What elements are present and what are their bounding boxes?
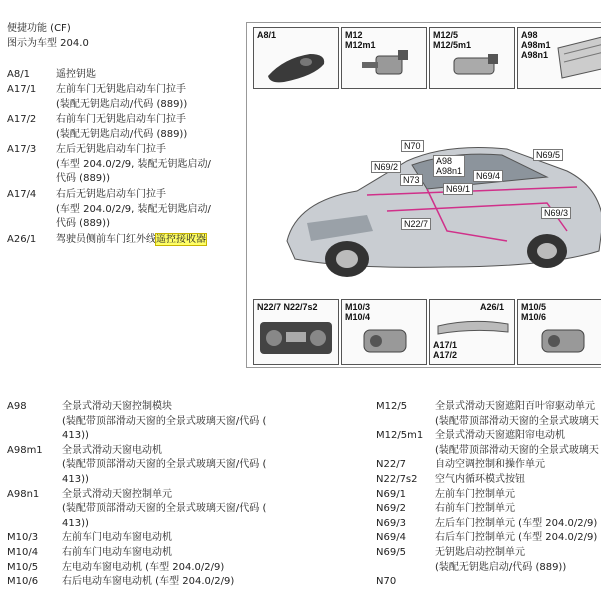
- legend-desc: 空气内循环模式按钮: [435, 474, 525, 485]
- legend-desc: 右后车门控制单元 (车型 204.0/2/9): [435, 532, 598, 544]
- legend-desc: 右前车门控制单元: [435, 503, 515, 515]
- legend-desc: 左前车门无钥匙启动车门拉手: [56, 84, 186, 95]
- component-box-m10-3: [341, 299, 427, 365]
- legend-code: M10/5: [7, 561, 39, 573]
- highlighted-term: 遥控接收器: [156, 234, 206, 245]
- callout-n69-2: N69/2: [371, 161, 401, 173]
- window-motor-icon: [342, 300, 426, 364]
- legend-desc: 代码 (889)): [56, 218, 110, 229]
- box-label: M10/3 M10/4: [345, 302, 371, 322]
- legend-code: M10/6: [7, 576, 39, 588]
- legend-desc: 遥控钥匙: [56, 69, 96, 80]
- callout-n73: N73: [400, 174, 423, 186]
- box-label: A98 A98m1 A98n1: [521, 30, 551, 60]
- legend-desc: 代码 (889)): [56, 173, 110, 184]
- box-label: N22/7 N22/7s2: [257, 302, 318, 312]
- component-box-a26-1: [429, 299, 515, 365]
- drive-unit-icon: [430, 28, 514, 88]
- legend-code: A98m1: [7, 444, 43, 456]
- legend-desc: 全景式滑动天窗遮阳百叶帘驱动单元: [435, 401, 595, 412]
- legend-code: N22/7: [376, 459, 406, 471]
- legend-code: A17/1: [7, 84, 37, 95]
- legend-code: M10/4: [7, 547, 39, 558]
- legend-desc: 右前车门无钥匙启动车门拉手: [56, 114, 186, 125]
- legend-desc: 左电动车窗电动机 (车型 204.0/2/9): [62, 561, 225, 573]
- legend-desc: (车型 204.0/2/9, 装配无钥匙启动/: [56, 203, 211, 215]
- legend-code: M12/5m1: [376, 430, 424, 442]
- legend-desc: (装配无钥匙启动/代码 (889)): [56, 98, 188, 110]
- callout-n69-1: N69/1: [443, 183, 473, 195]
- callout-n69-5: N69/5: [533, 149, 563, 161]
- legend-code: N69/1: [376, 488, 406, 500]
- legend-desc: 右前车门电动车窗电动机: [62, 547, 172, 558]
- door-handle-icon: [430, 300, 514, 364]
- legend-desc: 全景式滑动天窗控制模块: [62, 401, 172, 412]
- callout-n69-3: N69/3: [541, 207, 571, 219]
- legend-desc: 左后车门控制单元 (车型 204.0/2/9): [435, 517, 598, 529]
- page-title: 便捷功能 (CF): [7, 23, 71, 34]
- box-label: M12/5 M12/5m1: [433, 30, 472, 50]
- legend-code: A17/4: [7, 189, 37, 200]
- legend-code: N69/4: [376, 532, 406, 544]
- legend-desc: 右后电动车窗电动机 (车型 204.0/2/9): [62, 576, 235, 588]
- legend-desc: 右后无钥匙启动车门拉手: [56, 189, 166, 200]
- legend-desc: (车型 204.0/2/9, 装配无钥匙启动/: [56, 158, 211, 170]
- box-sub-label: A17/1 A17/2: [433, 340, 458, 360]
- legend-desc: (装配无钥匙启动/代码 (889)): [435, 561, 567, 573]
- legend-code: N22/7s2: [376, 474, 418, 485]
- component-box-m12-5: [429, 27, 515, 89]
- legend-desc: 413)): [62, 517, 89, 529]
- legend-code: M12/5: [376, 401, 408, 412]
- legend-code: A17/2: [7, 114, 37, 125]
- page-subtitle: 图示为车型 204.0: [7, 38, 89, 49]
- legend-desc: (装配带顶部滑动天窗的全景式玻璃天窗/代码 (: [62, 459, 267, 471]
- component-box-a8-1: [253, 27, 339, 89]
- legend-desc: 左前车门电动车窗电动机: [62, 532, 172, 544]
- remote-key-icon: [254, 28, 338, 88]
- component-box-m10-5: [517, 299, 601, 365]
- box-label: M12 M12m1: [345, 30, 376, 50]
- legend-code: N69/2: [376, 503, 406, 515]
- legend-desc: 驾驶员侧前车门红外线遥控接收器: [56, 234, 206, 245]
- legend-desc: 无钥匙启动控制单元: [435, 547, 525, 558]
- legend-desc: 413)): [62, 430, 89, 442]
- box-label: M10/5 M10/6: [521, 302, 547, 322]
- legend-desc: (装配带顶部滑动天窗的全景式玻璃天窗/代码 (: [62, 503, 267, 515]
- rear-window-motor-icon: [518, 300, 601, 364]
- legend-code: A17/3: [7, 144, 37, 155]
- legend-code: N69/5: [376, 547, 406, 558]
- legend-desc: (装配无钥匙启动/代码 (889)): [56, 128, 188, 140]
- box-label: A8/1: [257, 30, 277, 40]
- legend-desc: 全景式滑动天窗遮阳帘电动机: [435, 430, 565, 442]
- box-label: A26/1: [480, 302, 505, 312]
- sunroof-module-icon: [518, 28, 601, 88]
- callout-a98: A98 A98n1: [433, 155, 465, 177]
- component-box-n22-7: [253, 299, 339, 365]
- callout-n69-4: N69/4: [473, 170, 503, 182]
- climate-control-panel-icon: [254, 300, 338, 364]
- legend-desc: (装配带顶部滑动天窗的全景式玻璃天窗/代码 (: [62, 415, 267, 427]
- motor-icon: [342, 28, 426, 88]
- legend-code: A26/1: [7, 234, 37, 245]
- legend-code: N70: [376, 576, 397, 588]
- component-box-a98: [517, 27, 601, 89]
- component-box-m12: [341, 27, 427, 89]
- legend-desc: 左后无钥匙启动车门拉手: [56, 144, 166, 155]
- legend-code: A98n1: [7, 488, 40, 500]
- legend-desc: 全景式滑动天窗控制单元: [62, 488, 172, 500]
- legend-desc: 左前车门控制单元: [435, 488, 515, 500]
- callout-n70: N70: [401, 140, 424, 152]
- legend-code: A8/1: [7, 69, 30, 80]
- legend-desc: 自动空调控制和操作单元: [435, 459, 545, 471]
- callout-n22-7: N22/7: [401, 218, 431, 230]
- legend-code: M10/3: [7, 532, 39, 544]
- vehicle-diagram: [246, 22, 601, 368]
- legend-desc: (装配带顶部滑动天窗的全景式玻璃天: [435, 415, 599, 427]
- legend-desc: 全景式滑动天窗电动机: [62, 444, 162, 456]
- legend-desc: 413)): [62, 474, 89, 485]
- legend-code: A98: [7, 401, 27, 412]
- legend-code: N69/3: [376, 517, 406, 529]
- car-illustration: [247, 91, 601, 301]
- legend-desc: (装配带顶部滑动天窗的全景式玻璃天: [435, 444, 599, 456]
